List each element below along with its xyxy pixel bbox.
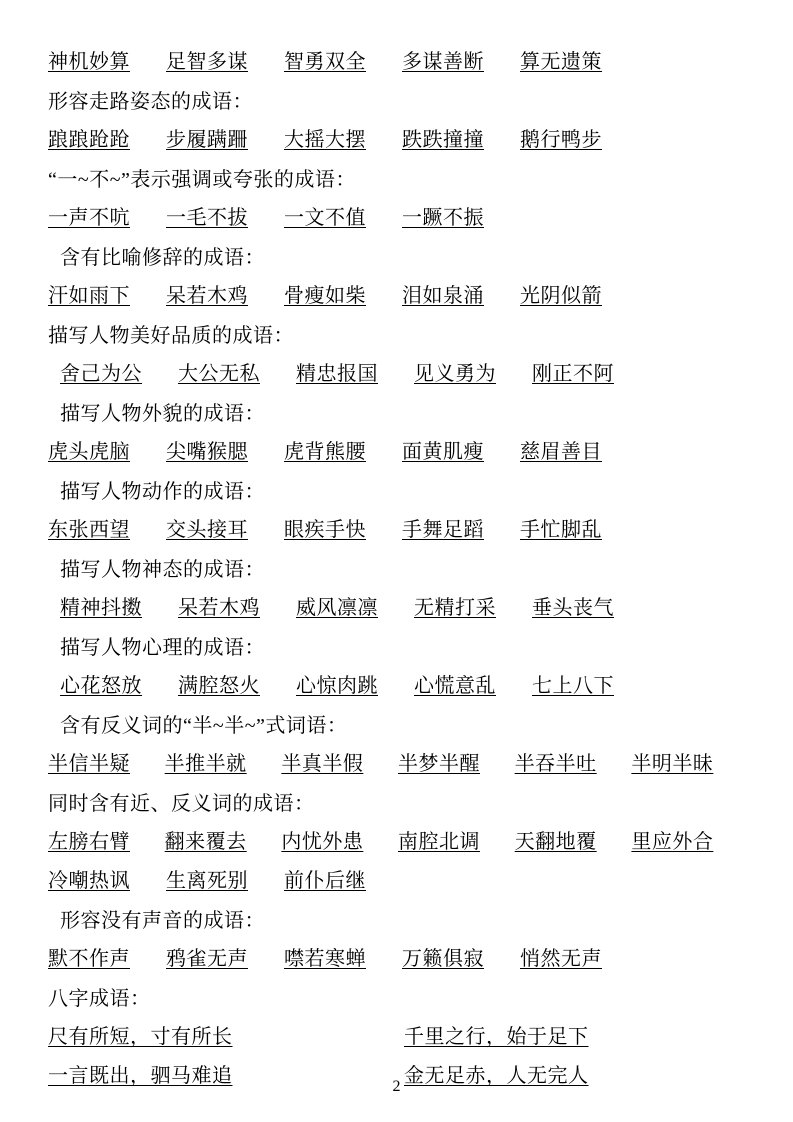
idiom-item: 垂头丧气 <box>532 597 614 619</box>
idiom-item: 面黄肌瘦 <box>402 441 484 463</box>
idiom-item: 刚正不阿 <box>532 363 614 385</box>
idiom-item: 算无遗策 <box>520 51 602 73</box>
idiom-item: 半梦半醒 <box>398 753 481 775</box>
idiom-item: 金无足赤，人无完人 <box>404 1065 589 1087</box>
idiom-item: 半真半假 <box>281 753 364 775</box>
idiom-item: 步履蹒跚 <box>166 129 248 151</box>
idiom-item: 见义勇为 <box>414 363 496 385</box>
idiom-item: 慈眉善目 <box>520 441 602 463</box>
page-number: 2 <box>392 1078 401 1095</box>
idiom-item: 南腔北调 <box>398 831 481 853</box>
section-heading: “一~不~”表示强调或夸张的成语： <box>48 169 356 191</box>
idiom-item: 多谋善断 <box>402 51 484 73</box>
idiom-item: 内忧外患 <box>281 831 364 853</box>
idiom-item: 半明半昧 <box>631 753 714 775</box>
idiom-item: 舍己为公 <box>60 363 142 385</box>
idiom-item: 翻来覆去 <box>164 831 247 853</box>
idiom-item: 神机妙算 <box>48 51 130 73</box>
idiom-item: 汗如雨下 <box>48 285 130 307</box>
idiom-item: 骨瘦如柴 <box>284 285 366 307</box>
idiom-item: 里应外合 <box>631 831 714 853</box>
idiom-item: 光阴似箭 <box>520 285 602 307</box>
idiom-row <box>48 356 748 395</box>
idiom-item: 鸦雀无声 <box>166 948 248 970</box>
idiom-row <box>48 512 748 551</box>
idiom-item: 足智多谋 <box>166 51 248 73</box>
section-heading: 形容没有声音的成语： <box>60 910 265 932</box>
idiom-item: 万籁俱寂 <box>402 948 484 970</box>
idiom-item: 大摇大摆 <box>284 129 366 151</box>
idiom-item: 踉踉跄跄 <box>48 129 130 151</box>
idiom-item: 东张西望 <box>48 519 130 541</box>
idiom-row <box>48 941 748 980</box>
idiom-row <box>48 44 748 83</box>
idiom-item: 半吞半吐 <box>514 753 597 775</box>
idiom-item: 悄然无声 <box>520 948 602 970</box>
section-heading: 同时含有近、反义词的成语： <box>48 793 315 815</box>
idiom-item: 精神抖擞 <box>60 597 142 619</box>
idiom-item: 呆若木鸡 <box>178 597 260 619</box>
idiom-item: 心花怒放 <box>60 675 142 697</box>
section-heading: 形容走路姿态的成语： <box>48 91 253 113</box>
idiom-item: 泪如泉涌 <box>402 285 484 307</box>
section-heading: 描写人物神态的成语： <box>60 559 265 581</box>
idiom-item: 噤若寒蝉 <box>284 948 366 970</box>
idiom-item: 心惊肉跳 <box>296 675 378 697</box>
idiom-item: 冷嘲热讽 <box>48 870 130 892</box>
idiom-row <box>48 863 748 902</box>
idiom-item: 一言既出，驷马难追 <box>48 1065 233 1087</box>
idiom-item: 威风凛凛 <box>296 597 378 619</box>
idiom-row <box>48 590 748 629</box>
idiom-item: 一蹶不振 <box>402 207 484 229</box>
idiom-item: 前仆后继 <box>284 870 366 892</box>
idiom-item: 手忙脚乱 <box>520 519 602 541</box>
idiom-row <box>48 668 748 707</box>
idiom-item: 尺有所短，寸有所长 <box>48 1026 233 1048</box>
idiom-item: 跌跌撞撞 <box>402 129 484 151</box>
document-content <box>48 44 748 1097</box>
idiom-item: 一文不值 <box>284 207 366 229</box>
idiom-row <box>48 278 748 317</box>
idiom-item: 千里之行，始于足下 <box>404 1026 589 1048</box>
idiom-item: 一毛不拔 <box>166 207 248 229</box>
idiom-item: 呆若木鸡 <box>166 285 248 307</box>
idiom-item: 左膀右臂 <box>48 831 130 853</box>
section-heading: 描写人物外貌的成语： <box>60 403 265 425</box>
eight-character-idiom-row <box>48 1019 748 1058</box>
section-heading: 八字成语： <box>48 988 151 1010</box>
idiom-row <box>48 200 748 239</box>
idiom-row <box>48 122 748 161</box>
idiom-item: 默不作声 <box>48 948 130 970</box>
idiom-item: 满腔怒火 <box>178 675 260 697</box>
idiom-row <box>48 434 748 473</box>
idiom-item: 半信半疑 <box>48 753 130 775</box>
section-heading: 描写人物美好品质的成语： <box>48 325 294 347</box>
idiom-row <box>48 746 748 785</box>
idiom-item: 鹅行鸭步 <box>520 129 602 151</box>
idiom-item: 精忠报国 <box>296 363 378 385</box>
idiom-item: 手舞足蹈 <box>402 519 484 541</box>
idiom-item: 虎背熊腰 <box>284 441 366 463</box>
idiom-item: 无精打采 <box>414 597 496 619</box>
section-heading: 含有比喻修辞的成语： <box>60 247 265 269</box>
idiom-item: 眼疾手快 <box>284 519 366 541</box>
idiom-item: 交头接耳 <box>166 519 248 541</box>
idiom-item: 半推半就 <box>164 753 247 775</box>
idiom-item: 智勇双全 <box>284 51 366 73</box>
idiom-row <box>48 824 748 863</box>
idiom-item: 七上八下 <box>532 675 614 697</box>
section-heading: 描写人物心理的成语： <box>60 637 265 659</box>
section-heading: 含有反义词的“半~半~”式词语： <box>60 715 348 737</box>
idiom-item: 心慌意乱 <box>414 675 496 697</box>
idiom-item: 尖嘴猴腮 <box>166 441 248 463</box>
idiom-item: 天翻地覆 <box>514 831 597 853</box>
idiom-item: 虎头虎脑 <box>48 441 130 463</box>
idiom-item: 一声不吭 <box>48 207 130 229</box>
section-heading: 描写人物动作的成语： <box>60 481 265 503</box>
idiom-item: 大公无私 <box>178 363 260 385</box>
idiom-item: 生离死别 <box>166 870 248 892</box>
